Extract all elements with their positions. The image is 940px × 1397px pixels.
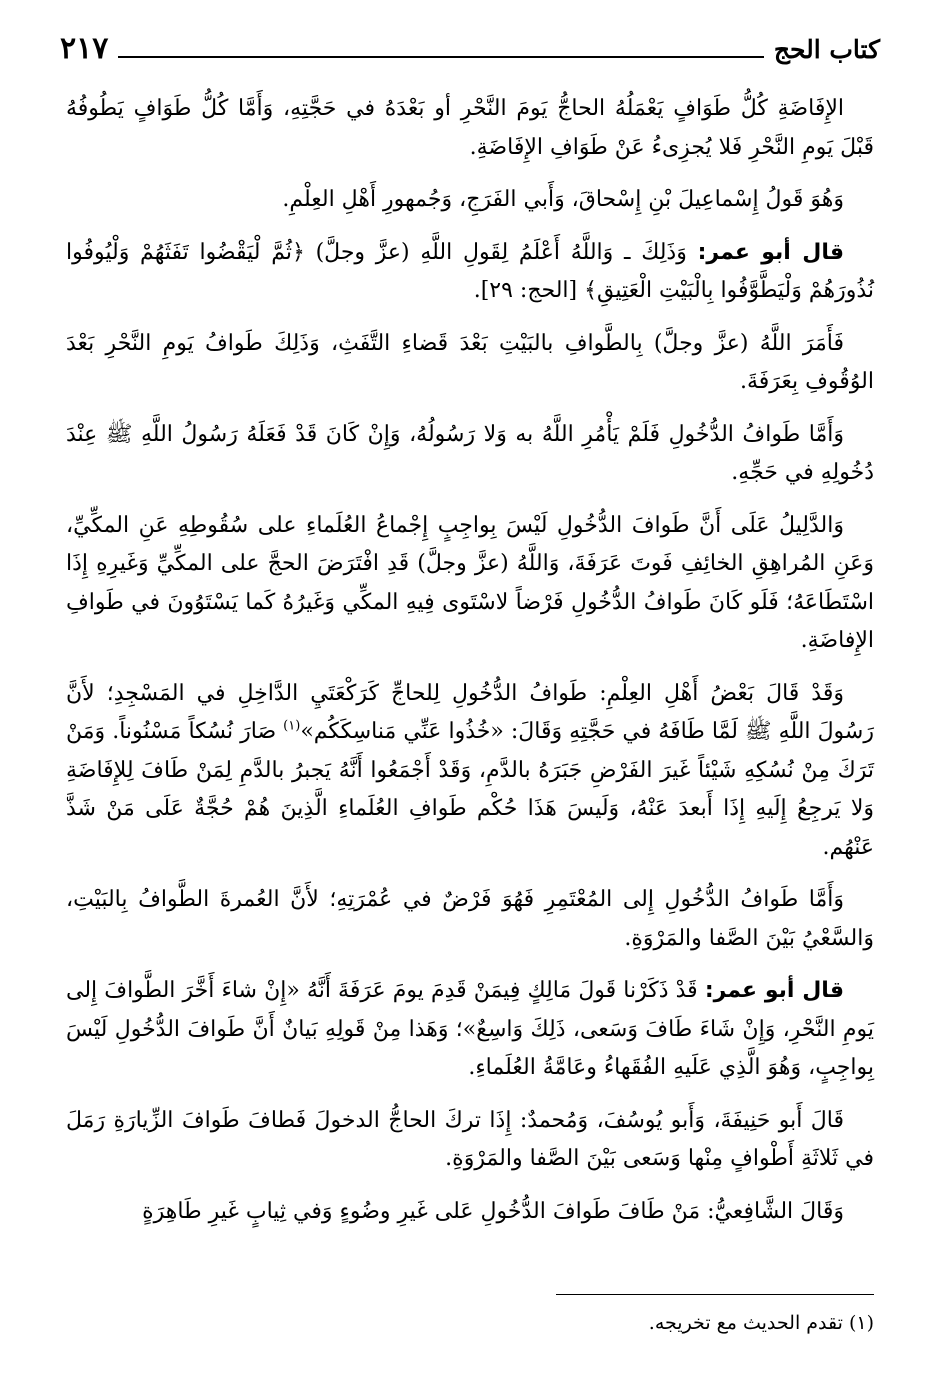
- paragraph-8: وَأَمَّا طَوافُ الدُّخُولِ إِلى المُعْتَمِرِ فَهُوَ فَرْضٌ في عُمْرَتِهِ؛ لأَنَّ العُمرةَ الطَّوافُ بِالبَيْتِ، وَالسَّعْيُ بَيْنَ الصَّفا والمَرْوَةِ.: [66, 887, 874, 951]
- page-header: [60, 22, 880, 66]
- paragraph-5: وَأَمَّا طَوافُ الدُّخُولِ فَلَمْ يَأْمُرِ اللَّهُ به وَلا رَسُولُهُ، وَإِنْ كَانَ قَدْ فَعَلَهُ رَسُولُ اللَّهِ ﷺ عِنْدَ دُخُولِهِ في حَجِّهِ.: [66, 421, 874, 485]
- paragraph-4: فَأَمَرَ اللَّهُ (عزَّ وجلَّ) بِالطَّوافِ بالبَيْتِ بَعْدَ قَضاءِ التَّفَثِ، وَذَلِكَ طَوافُ يَومِ النَّحْرِ بَعْدَ الوُقُوفِ بِعَرَفَةَ.: [66, 330, 874, 394]
- paragraph-2: وَهُوَ قَولُ إِسْماعِيلَ بْنِ إِسْحاقَ، وَأَبي الفَرَجِ، وَجُمهورِ أَهْلِ العِلْمِ.: [282, 187, 844, 212]
- footnote-1: (١) تقدم الحديث مع تخريجه.: [648, 1312, 874, 1334]
- body-text: [66, 90, 874, 1245]
- footnote-rule: [556, 1294, 874, 1295]
- running-title: كتاب الحج: [773, 35, 880, 64]
- page-number: ٢١٧: [60, 31, 109, 66]
- paragraph-1: الإِفَاضَةِ كُلُّ طَوَافٍ يَعْمَلُهُ الحاجُّ يَومَ النَّحْرِ أو بَعْدَهُ في حَجَّتِهِ، وَأَمَّا كُلُّ طَوَافٍ يَطُوفُهُ قَبْلَ يَومِ النَّحْرِ فَلا يُجزِىءُ عَنْ طَوَافِ الإِفَاضَةِ.: [66, 96, 874, 160]
- footnote-reference[interactable]: (١): [283, 718, 301, 734]
- paragraph-6: وَالدَّلِيلُ عَلَى أَنَّ طَوافَ الدُّخُولِ لَيْسَ بِواجِبٍ إِجْماعُ العُلَماءِ على سُقُوطِهِ عَنِ المكِّيِّ، وَعَنِ المُراهِقِ الخائِفِ فَوتَ عَرَفَةَ، وَاللَّهُ (عزَّ وجلَّ) قَدِ افْتَرَضَ الحجَّ على المكِّيِّ وَغَيرِهِ إِذَا اسْتَطَاعَهُ؛ فَلَو كَانَ طَوافُ الدُّخُولِ فَرْضاً لاسْتَوى فِيهِ المكِّي وَغَيرُهُ كَما يَسْتَوُونَ في طَوافِ الإِفاضَةِ.: [66, 512, 874, 653]
- paragraph-7: وَقَدْ قَالَ بَعْضُ أَهْلِ العِلْمِ: طَوافُ الدُّخُولِ لِلحاجِّ كَرَكْعَتَيِ الدَّاخِلِ في المَسْجِدِ؛ لأَنَّ رَسُولَ اللَّهِ ﷺ لَمَّا طَافَهُ في حَجَّتِهِ وَقَالَ: «خُذُوا عَنِّي مَناسِكَكُم»$^{(١)}$ صَارَ نُسُكاً مَسْنُوناً. وَمَنْ تَرَكَ مِنْ نُسُكِهِ شَيْئاً غَيرَ الفَرْضِ جَبَرَهُ بالدَّمِ، وَقَدْ أَجْمَعُوا أَنَّهُ يَجبرُ بالدَّمِ لِمَنْ طَافَ لِلإِفَاضَةِ وَلا يَرجِعُ إِلَيهِ إِذَا أَبعدَ عَنْهُ، وَلَيسَ هَذَا حُكْم طَوافِ العُلَماءِ الَّذِينَ هُمْ حُجَّةٌ عَلَى مَنْ شَذَّ عَنْهُم.: [66, 680, 874, 860]
- speaker-label: قال أبو عمر:: [697, 239, 844, 265]
- speaker-label: قال أبو عمر:: [704, 978, 844, 1003]
- header-rule: [118, 56, 764, 58]
- footnotes: [66, 1308, 874, 1338]
- paragraph-11: وَقَالَ الشَّافِعيُّ: مَنْ طَافَ طَوافَ الدُّخُولِ عَلى غَيرِ وضُوءٍ وَفي ثِيابٍ غَيرِ طَاهِرَةٍ: [142, 1198, 844, 1224]
- paragraph-10: قَالَ أَبو حَنِيفَةَ، وَأَبو يُوسُفَ، وَمُحمدٌ: إِذَا تركَ الحاجُّ الدخولَ فَطافَ طَوافَ الزِّيارَةِ رَمَلَ في ثَلاثَةِ أَطْوافٍ مِنْها وَسَعى بَيْنَ الصَّفا والمَرْوَةِ.: [66, 1107, 874, 1171]
- paragraph-3: قال أبو عمر: وَذَلِكَ ـ وَاللَّهُ أَعْلَمُ لِقَولِ اللَّهِ (عزَّ وجلَّ) ﴿ثُمَّ لْيَقْضُوا تَفَثَهُمْ وَلْيُوفُوا نُذُورَهُمْ وَلْيَطَّوَّفُوا بِالْبَيْتِ الْعَتِيقِ﴾ [الحج: ٢٩].: [66, 239, 874, 303]
- paragraph-9: قال أبو عمر: قَدْ ذَكَرْنا قَولَ مَالِكٍ فِيمَنْ قَدِمَ يومَ عَرَفَةَ أَنَّهُ «إِنْ شاءَ أَخَّرَ الطَّوافَ إِلى يَومِ النَّحْرِ، وَإِنْ شَاءَ طَافَ وَسَعى، ذَلِكَ وَاسِعٌ»؛ وَهَذا مِنْ قَولِهِ بَيانٌ أَنَّ طَوافَ الدُّخُولِ لَيْسَ بِواجِبٍ، وَهُوَ الَّذِي عَلَيهِ الفُقَهاءُ وعَامَّةُ العُلَماءِ.: [66, 978, 874, 1080]
